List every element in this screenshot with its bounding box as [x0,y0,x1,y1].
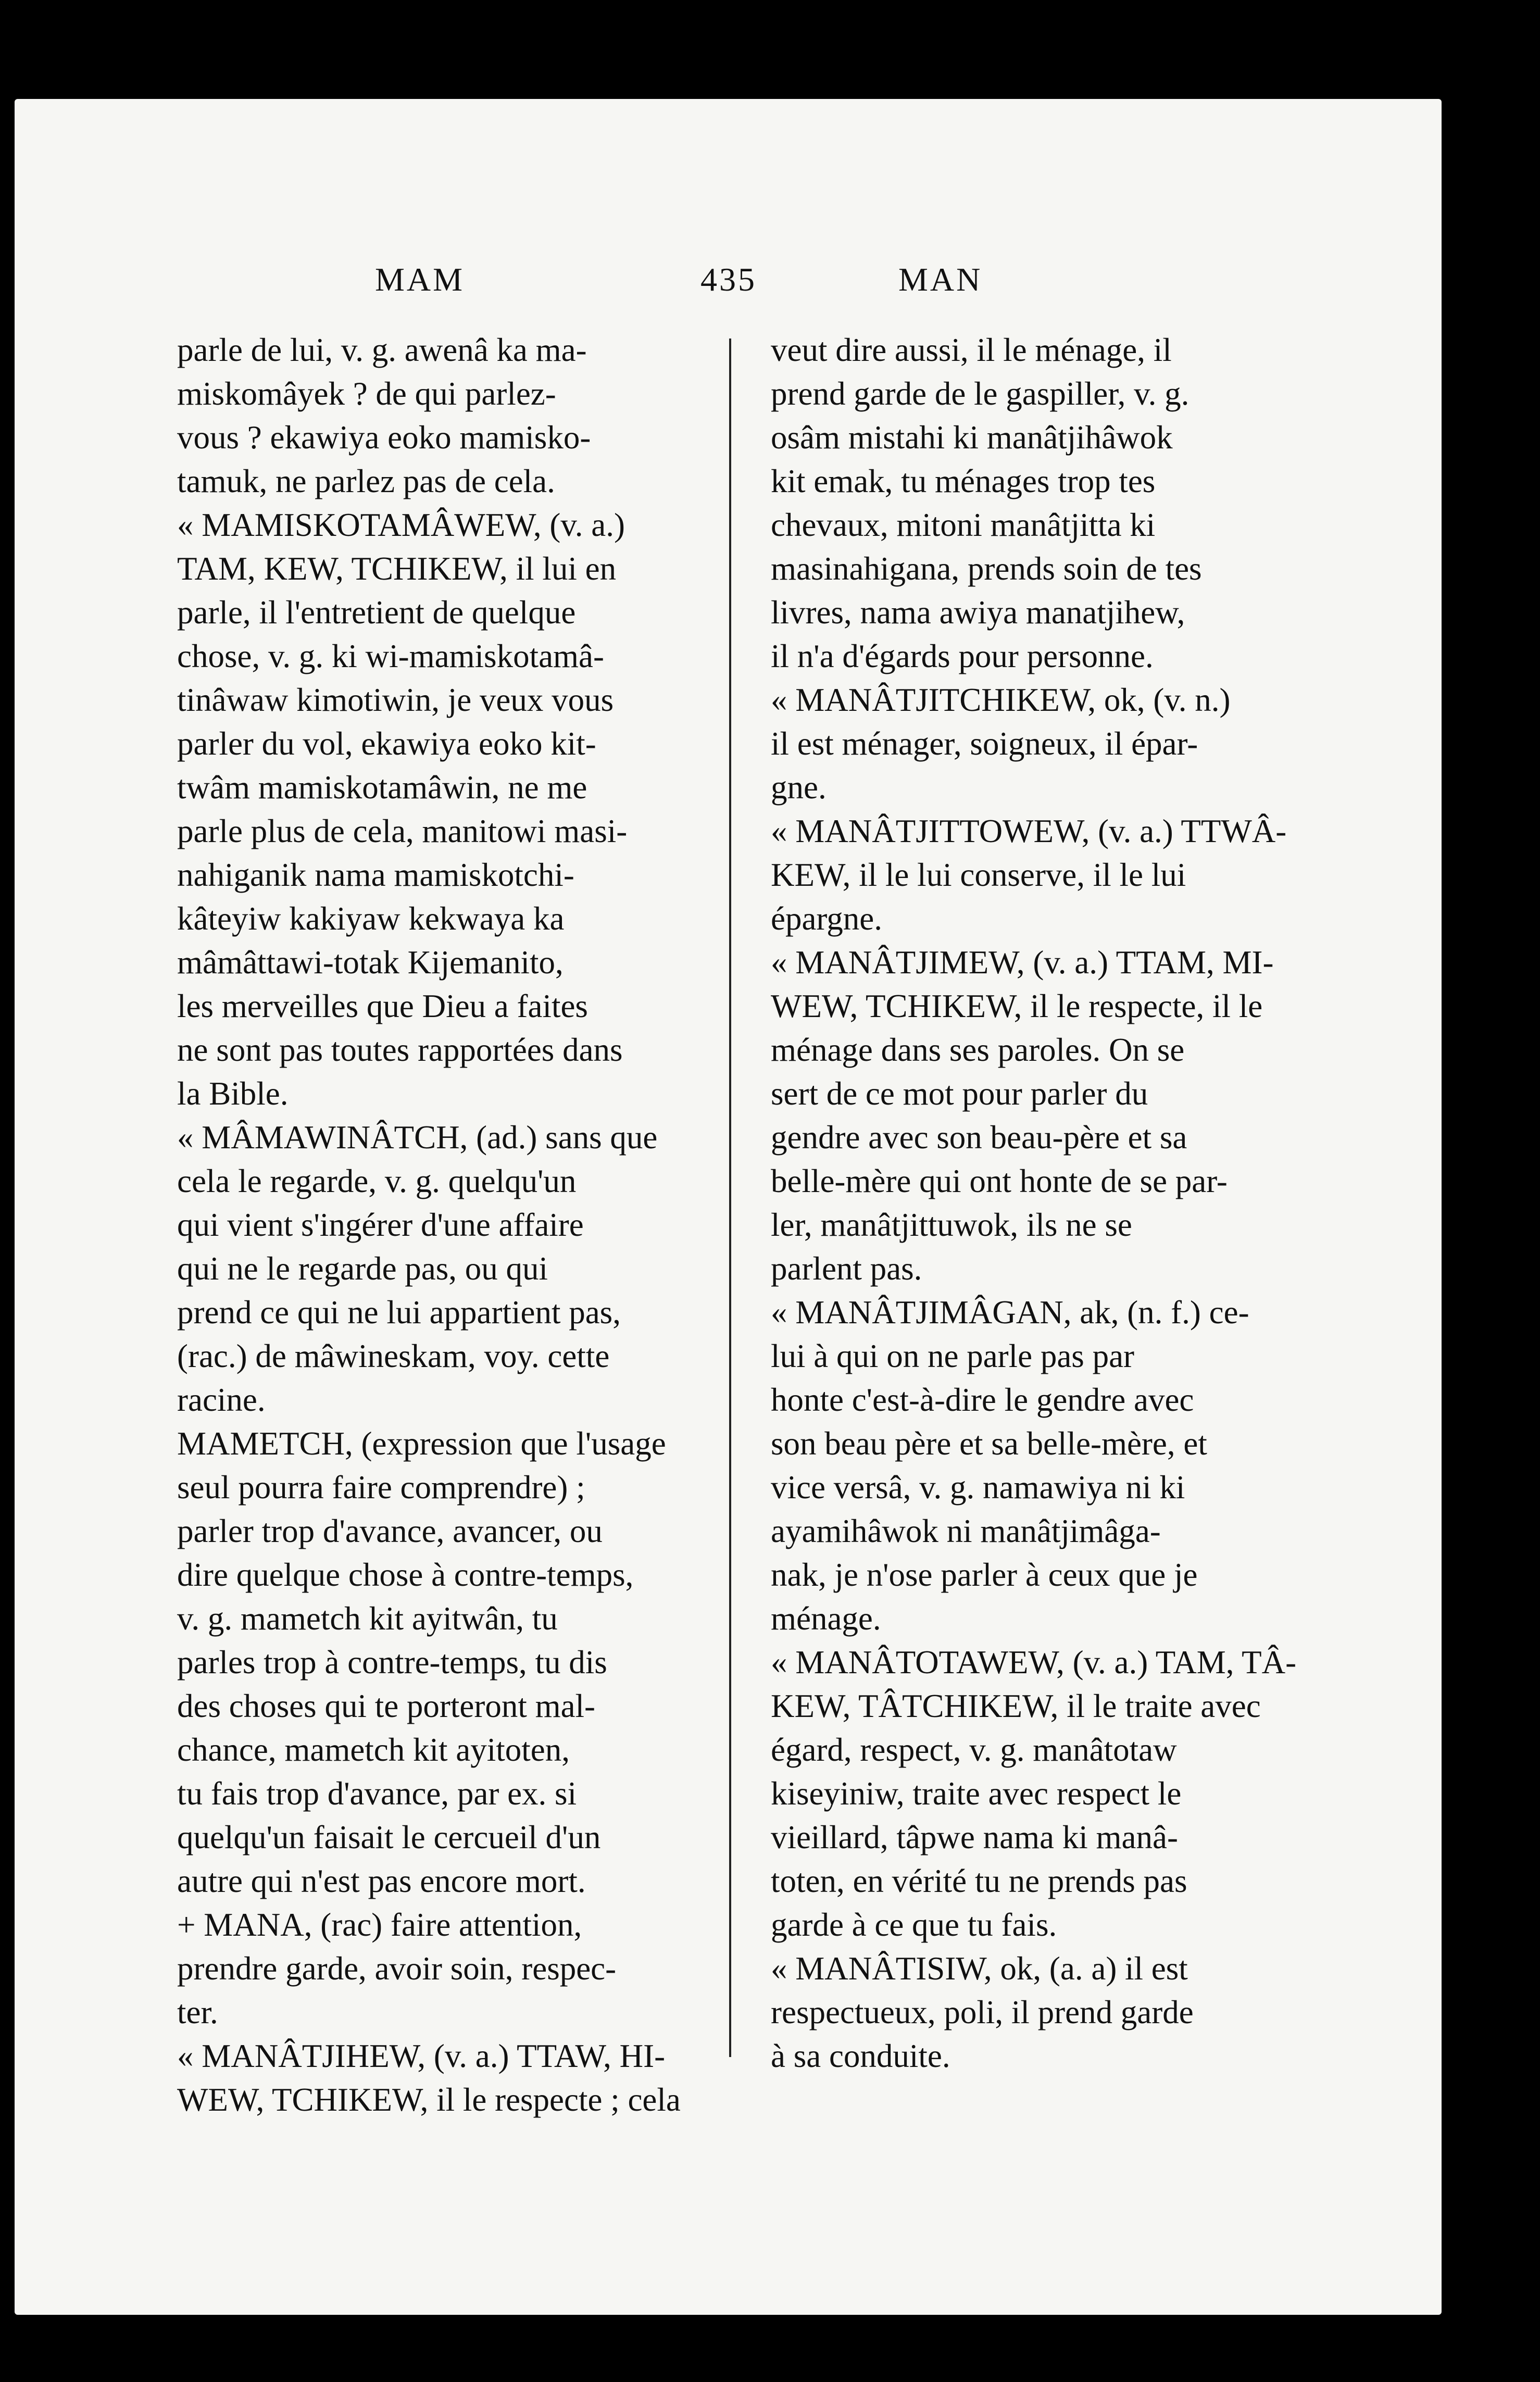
text-line: ménage dans ses paroles. On se [771,1032,1185,1068]
text-line: KEW, TÂTCHIKEW, il le traite avec [771,1688,1261,1724]
text-line: ter. [177,1994,218,2030]
text-line: garde à ce que tu fais. [771,1907,1057,1943]
text-line: « MANÂTJIMÂGAN, ak, (n. f.) ce- [771,1294,1249,1331]
text-line: nak, je n'ose parler à ceux que je [771,1557,1198,1593]
text-line: livres, nama awiya manatjihew, [771,594,1185,631]
text-line: gendre avec son beau-père et sa [771,1119,1187,1156]
text-line: prendre garde, avoir soin, respec- [177,1950,617,1987]
text-line: belle-mère qui ont honte de se par- [771,1163,1228,1199]
text-line: « MANÂTJITCHIKEW, ok, (v. n.) [771,682,1231,718]
text-line: « MANÂTISIW, ok, (a. a) il est [771,1950,1188,1987]
text-line: ler, manâtjittuwok, ils ne se [771,1207,1132,1243]
text-line: parler du vol, ekawiya eoko kit- [177,725,596,762]
text-line: la Bible. [177,1075,289,1112]
text-line: respectueux, poli, il prend garde [771,1994,1194,2030]
text-line: tamuk, ne parlez pas de cela. [177,463,555,499]
text-line: parler trop d'avance, avancer, ou [177,1513,603,1549]
text-line: miskomâyek ? de qui parlez- [177,375,556,412]
text-line: il n'a d'égards pour personne. [771,638,1154,674]
text-line: vice versâ, v. g. namawiya ni ki [771,1469,1185,1506]
text-line: « MAMISKOTAMÂWEW, (v. a.) [177,507,625,543]
text-line: qui vient s'ingérer d'une affaire [177,1207,584,1243]
text-line: parle, il l'entretient de quelque [177,594,576,631]
text-line: cela le regarde, v. g. quelqu'un [177,1163,577,1199]
text-line: tinâwaw kimotiwin, je veux vous [177,682,614,718]
running-head-left: MAM [375,261,465,298]
text-line: ayamihâwok ni manâtjimâga- [771,1513,1161,1549]
text-line: vieillard, tâpwe nama ki manâ- [771,1819,1178,1856]
text-line: (rac.) de mâwineskam, voy. cette [177,1338,610,1374]
text-line: à sa conduite. [771,2038,950,2074]
text-line: MAMETCH, (expression que l'usage [177,1425,666,1462]
right-column [771,328,1297,2078]
text-line: mâmâttawi-totak Kijemanito, [177,944,564,981]
text-line: il est ménager, soigneux, il épar- [771,725,1198,762]
text-line: « MANÂTJIHEW, (v. a.) TTAW, HI- [177,2038,666,2074]
text-line: qui ne le regarde pas, ou qui [177,1250,548,1287]
text-line: kiseyiniw, traite avec respect le [771,1775,1182,1812]
text-line: nahiganik nama mamiskotchi- [177,857,574,893]
text-line: les merveilles que Dieu a faites [177,988,588,1024]
text-line: + MANA, (rac) faire attention, [177,1907,582,1943]
text-line: sert de ce mot pour parler du [771,1075,1148,1112]
text-line: autre qui n'est pas encore mort. [177,1863,586,1899]
text-line: « MÂMAWINÂTCH, (ad.) sans que [177,1119,658,1156]
text-line: vous ? ekawiya eoko mamisko- [177,419,591,456]
running-head-right: MAN [898,261,983,298]
text-line: parle de lui, v. g. awenâ ka ma- [177,332,587,368]
text-line: TAM, KEW, TCHIKEW, il lui en [177,550,617,587]
text-line: ne sont pas toutes rapportées dans [177,1032,623,1068]
text-line: lui à qui on ne parle pas par [771,1338,1135,1374]
text-line: des choses qui te porteront mal- [177,1688,596,1724]
text-line: « MANÂTOTAWEW, (v. a.) TAM, TÂ- [771,1644,1297,1681]
text-line: kâteyiw kakiyaw kekwaya ka [177,900,565,937]
text-line: osâm mistahi ki manâtjihâwok [771,419,1173,456]
text-line: KEW, il le lui conserve, il le lui [771,857,1186,893]
text-line: WEW, TCHIKEW, il le respecte, il le [771,988,1263,1024]
text-line: kit emak, tu ménages trop tes [771,463,1156,499]
text-line: tu fais trop d'avance, par ex. si [177,1775,577,1812]
text-line: prend garde de le gaspiller, v. g. [771,375,1190,412]
text-line: « MANÂTJIMEW, (v. a.) TTAM, MI- [771,944,1274,981]
text-line: gne. [771,769,827,806]
text-line: twâm mamiskotamâwin, ne me [177,769,587,806]
text-line: égard, respect, v. g. manâtotaw [771,1732,1177,1768]
text-line: ménage. [771,1600,881,1637]
text-line: son beau père et sa belle-mère, et [771,1425,1207,1462]
column-divider [729,339,731,2057]
text-line: racine. [177,1382,266,1418]
text-line: masinahigana, prends soin de tes [771,550,1202,587]
text-line: chose, v. g. ki wi-mamiskotamâ- [177,638,604,674]
text-line: quelqu'un faisait le cercueil d'un [177,1819,601,1856]
text-line: chance, mametch kit ayitoten, [177,1732,570,1768]
text-line: honte c'est-à-dire le gendre avec [771,1382,1194,1418]
left-column [177,328,708,2122]
text-line: chevaux, mitoni manâtjitta ki [771,507,1156,543]
text-line: parlent pas. [771,1250,922,1287]
page-number: 435 [700,261,757,298]
text-line: veut dire aussi, il le ménage, il [771,332,1172,368]
text-line: parle plus de cela, manitowi masi- [177,813,628,849]
text-line: toten, en vérité tu ne prends pas [771,1863,1187,1899]
text-line: prend ce qui ne lui appartient pas, [177,1294,621,1331]
text-line: « MANÂTJITTOWEW, (v. a.) TTWÂ- [771,813,1287,849]
text-line: seul pourra faire comprendre) ; [177,1469,585,1506]
text-line: dire quelque chose à contre-temps, [177,1557,634,1593]
text-line: v. g. mametch kit ayitwân, tu [177,1600,558,1637]
text-line: parles trop à contre-temps, tu dis [177,1644,607,1681]
text-line: WEW, TCHIKEW, il le respecte ; cela [177,2082,681,2118]
text-line: épargne. [771,900,882,937]
